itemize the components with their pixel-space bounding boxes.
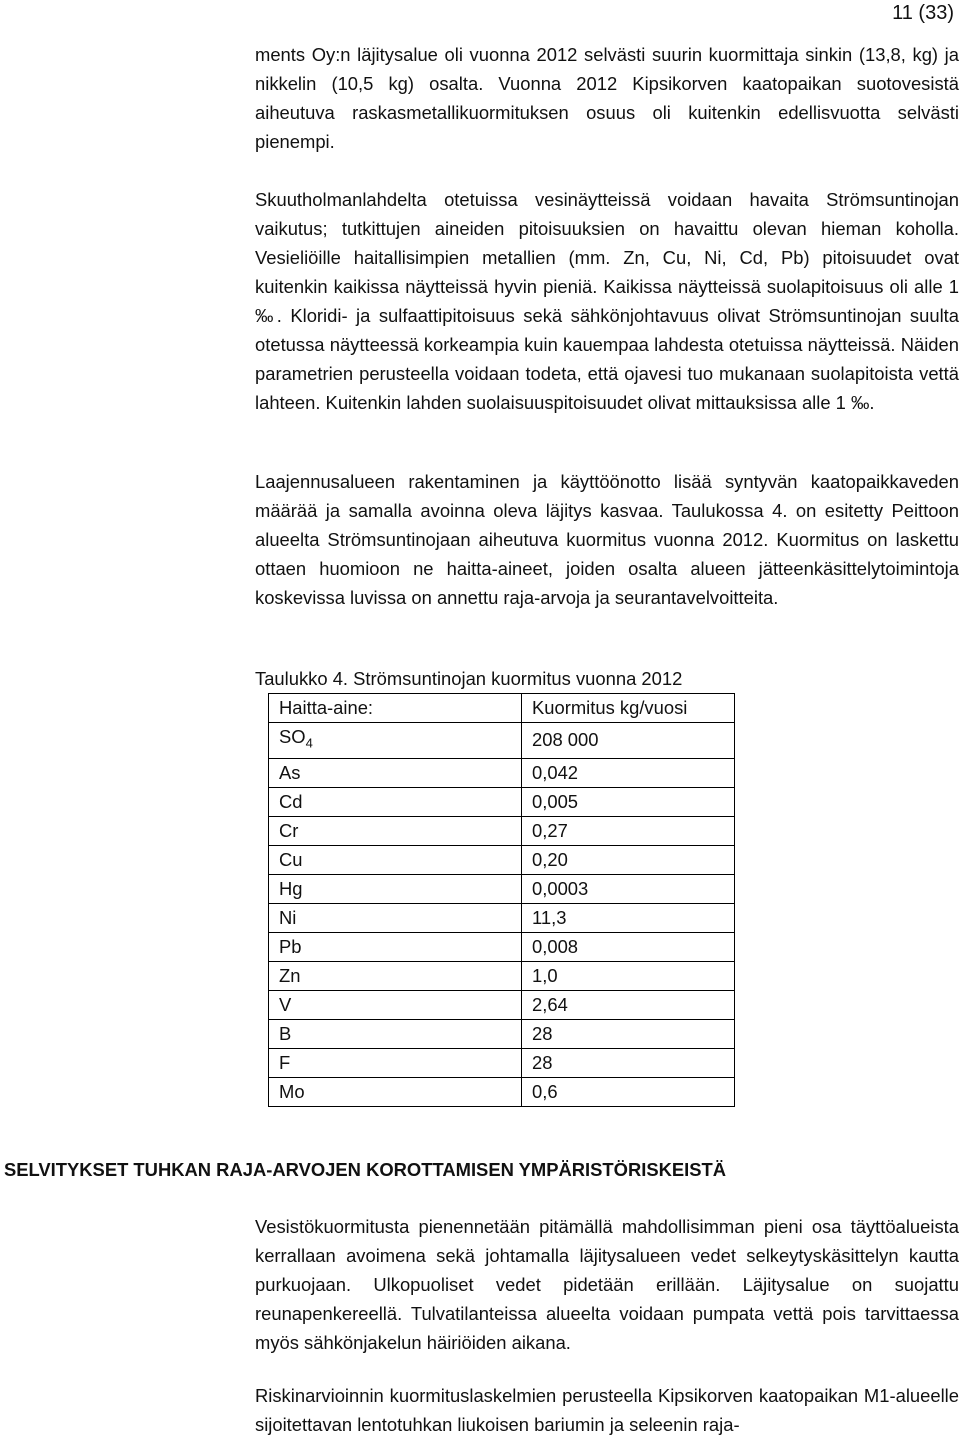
table-row <box>269 903 735 932</box>
substance-name: Cu <box>279 848 303 870</box>
substance-name: Pb <box>279 935 302 957</box>
cell-substance <box>269 787 522 816</box>
cell-load: 0,042 <box>522 758 735 787</box>
table-row <box>269 845 735 874</box>
cell-load: 0,005 <box>522 787 735 816</box>
substance-name: Ni <box>279 906 297 928</box>
table-row <box>269 787 735 816</box>
table-row <box>269 1048 735 1077</box>
table-row <box>269 961 735 990</box>
table-header-row <box>269 694 735 723</box>
substance-name: Hg <box>279 877 303 899</box>
cell-substance <box>269 961 522 990</box>
cell-substance <box>269 1019 522 1048</box>
paragraph-risk-assessment: Riskinarvioinnin kuormituslaskelmien perusteella Kipsikorven kaatopaikan M1-alueelle sijoitettavan lentotuhkan liukoisen bariumin ja seleenin raja- <box>255 1385 959 1435</box>
paragraph-expansion-area: Laajennusalueen rakentaminen ja käyttöönotto lisää syntyvän kaatopaikkaveden määrää ja samalla avoinna oleva läjitys kasvaa. Taulukossa 4. on esitetty Peittoon alueelta Strömsuntinojaan aiheutuva kuormitus vuonna 2012. Kuormitus on laskettu ottaen huomioon ne haitta-aineet, joiden osalta alueen jätteenkäsittelytoimintoja koskevissa luvissa on annettu raja-arvoja ja seurantavelvoitteita. <box>255 471 959 608</box>
cell-substance <box>269 990 522 1019</box>
cell-substance <box>269 758 522 787</box>
table-row <box>269 1077 735 1106</box>
header-substance: Haitta-aine: <box>269 694 522 723</box>
cell-load: 0,27 <box>522 816 735 845</box>
substance-name: As <box>279 761 301 783</box>
substance-name: Mo <box>279 1080 305 1102</box>
table-row <box>269 1019 735 1048</box>
substance-name: SO <box>279 726 306 747</box>
cell-substance <box>269 1077 522 1106</box>
table-row <box>269 932 735 961</box>
substance-name: Zn <box>279 964 301 986</box>
cell-load: 208 000 <box>522 723 735 759</box>
cell-load: 0,20 <box>522 845 735 874</box>
substance-name: Cr <box>279 819 299 841</box>
cell-load: 0,0003 <box>522 874 735 903</box>
cell-substance <box>269 816 522 845</box>
cell-load: 0,6 <box>522 1077 735 1106</box>
table-row <box>269 874 735 903</box>
cell-substance <box>269 874 522 903</box>
table-caption: Taulukko 4. Strömsuntinojan kuormitus vuonna 2012 <box>255 668 683 689</box>
cell-substance <box>269 845 522 874</box>
paragraph-water-samples: Skuutholmanlahdelta otetuissa vesinäytteissä voidaan havaita Strömsuntinojan vaikutus; tutkittujen aineiden pitoisuuksien on havaittu olevan hieman koholla. Vesieliöille haitallisimpien metallien (mm. Zn, Cu, Ni, Cd, Pb) pitoisuudet ovat kuitenkin kaikissa näytteissä hyvin pieniä. Kaikissa näytteissä suolapitoisuus oli alle 1 ‰. Kloridi- ja sulfaattipitoisuus sekä sähkönjohtavuus olivat Strömsuntinojan suulta otetussa näytteessä korkeampia kuin kauempaa lahdesta otetuissa näytteissä. Näiden parametrien perusteella voidaan todeta, että ojavesi tuo mukanaan suolapitoista vettä lahteen. Kuitenkin lahden suolaisuuspitoisuudet olivat mittauksissa alle 1 ‰. <box>255 189 959 413</box>
page-number: 11 (33) <box>892 2 954 24</box>
cell-substance <box>269 903 522 932</box>
cell-load: 2,64 <box>522 990 735 1019</box>
substance-name: B <box>279 1022 292 1044</box>
cell-load: 1,0 <box>522 961 735 990</box>
header-load: Kuormitus kg/vuosi <box>522 694 735 723</box>
paragraph-zinc-nickel-load: ments Oy:n läjitysalue oli vuonna 2012 selvästi suurin kuormittaja sinkin (13,8, kg) ja nikkelin (10,5 kg) osalta. Vuonna 2012 Kipsikorven kaatopaikan suotovesistä aiheutuva raskasmetallikuormituksen osuus oli kuitenkin edellisvuotta selvästi pienempi. <box>255 44 959 152</box>
table-row <box>269 758 735 787</box>
cell-load: 28 <box>522 1048 735 1077</box>
cell-load: 11,3 <box>522 903 735 932</box>
table-row <box>269 990 735 1019</box>
paragraph-load-reduction: Vesistökuormitusta pienennetään pitämällä mahdollisimman pieni osa täyttöalueista kerrallaan avoimena sekä johtamalla läjitysalueen vedet selkeytyskäsittelyn kautta purkuojaan. Ulkopuoliset vedet pidetään erillään. Läjitysalue on suojattu reunapenkereellä. Tulvatilanteissa alueelta voidaan pumpata vettä pois tarvittaessa myös sähkönjakelun häiriöiden aikana. <box>255 1216 959 1353</box>
substance-subscript: 4 <box>305 735 313 751</box>
cell-substance <box>269 723 522 759</box>
table-row <box>269 723 735 759</box>
substance-name: Cd <box>279 790 303 812</box>
substance-name: F <box>279 1051 291 1073</box>
substance-name: V <box>279 993 292 1015</box>
table-row <box>269 816 735 845</box>
cell-load: 28 <box>522 1019 735 1048</box>
cell-substance <box>269 1048 522 1077</box>
section-heading: SELVITYKSET TUHKAN RAJA-ARVOJEN KOROTTAMISEN YMPÄRISTÖRISKEISTÄ <box>4 1159 727 1180</box>
cell-load: 0,008 <box>522 932 735 961</box>
cell-substance <box>269 932 522 961</box>
load-table <box>268 693 735 1107</box>
